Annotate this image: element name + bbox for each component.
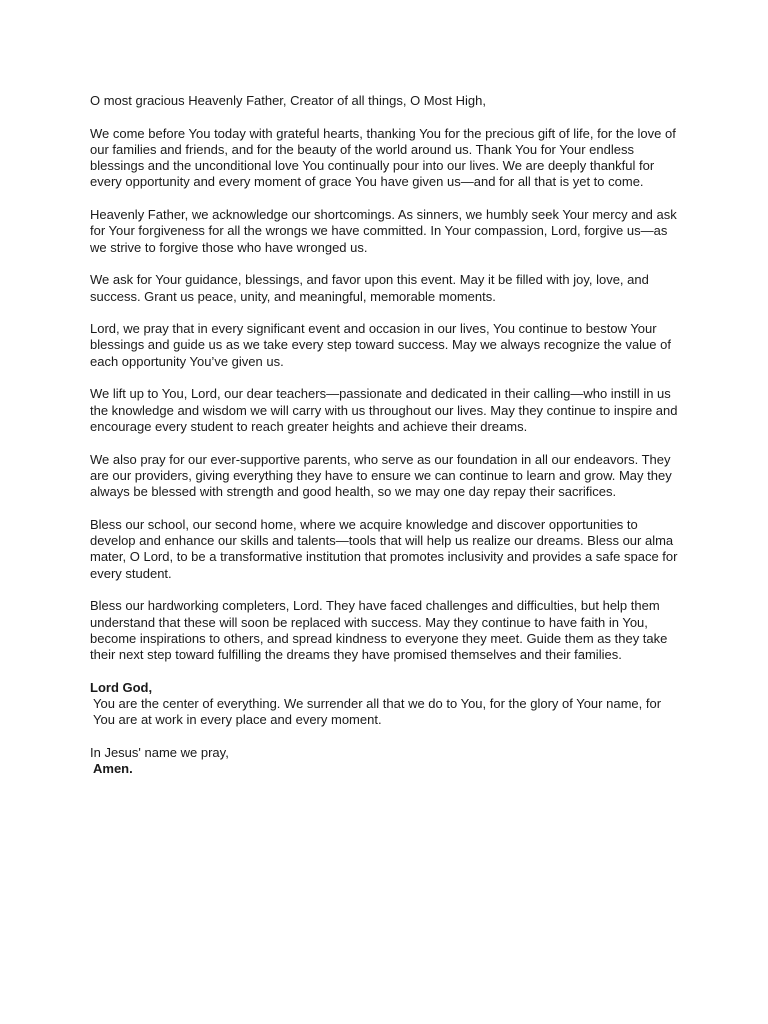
paragraph-blessings: Lord, we pray that in every significant event and occasion in our lives, You continue to bestow Your blessings and guide us as we take every step toward success. May we always recognize the value of each opportunity You’ve given us. [90,321,671,369]
paragraph-forgiveness: Heavenly Father, we acknowledge our shortcomings. As sinners, we humbly seek Your mercy and ask for Your forgiveness for all the wrongs we have committed. In Your compassion, Lord, forgive us—as we strive to forgive those who have wronged us. [90,207,677,255]
paragraph-event: We ask for Your guidance, blessings, and favor upon this event. May it be filled with joy, love, and success. Grant us peace, unity, and meaningful, memorable moments. [90,272,649,304]
closing-text: You are the center of everything. We surrender all that we do to You, for the glory of Your name, for You are at work in every place and every moment. [93,695,662,728]
amen: Amen. [93,761,133,777]
prayer-text [90,93,680,794]
closing-heading: Lord God, [90,679,153,695]
paragraph-school: Bless our school, our second home, where we acquire knowledge and discover opportunities to develop and enhance our skills and talents—tools that will help us realize our dreams. Bless our alma mater, O Lord, to be a transformative institution that promotes inclusivity and provides a safe space for every student. [90,516,678,581]
closing-block [90,680,680,729]
paragraph-parents: We also pray for our ever-supportive parents, who serve as our foundation in all our endeavors. They are our providers, giving everything they have to ensure we can continue to learn and grow. May they always be blessed with strength and good health, so we may one day repay their sacrifices. [90,451,672,500]
paragraph-gratitude: We come before You today with grateful hearts, thanking You for the precious gift of life, for the love of our families and friends, and for the beauty of the world around us. Thank You for Your endless blessings and the unconditional love You continually pour into our lives. We are deeply thankful for every opportunity and every moment of grace You have given us—and for all that is yet to come. [90,125,676,190]
prayer-line: In Jesus' name we pray, [90,744,229,760]
paragraph-teachers: We lift up to You, Lord, our dear teachers—passionate and dedicated in their calling—who instill in us the knowledge and wisdom we will carry with us throughout our lives. May they continue to inspire and encourage every student to reach greater heights and achieve their dreams. [90,386,678,434]
opening-line: O most gracious Heavenly Father, Creator of all things, O Most High, [90,93,486,108]
paragraph-completers: Bless our hardworking completers, Lord. They have faced challenges and difficulties, but help them understand that these will soon be replaced with success. May they continue to have faith in You, become inspirations to others, and spread kindness to everyone they meet. Guide them as they take their next step toward fulfilling the dreams they have promised themselves and their families. [90,598,668,663]
final-block [90,745,680,778]
